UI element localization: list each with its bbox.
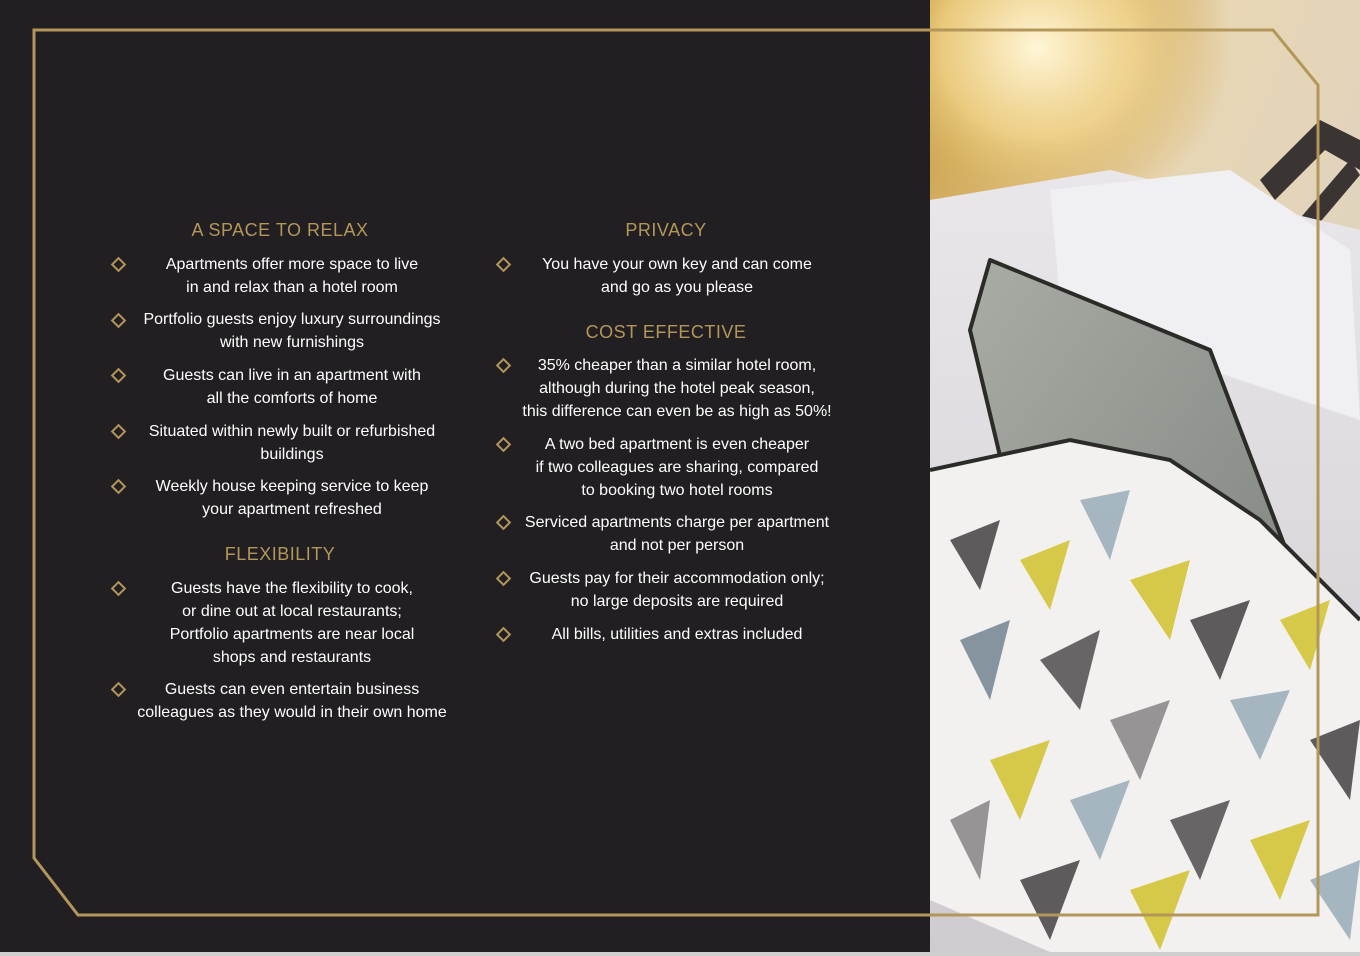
diamond-bullet-icon xyxy=(111,682,127,698)
list-item: Weekly house keeping service to keep your apartment refreshed xyxy=(155,478,429,518)
section-title-flexibility: FLEXIBILITY xyxy=(224,544,336,564)
bedroom-pillows-photo xyxy=(930,0,1360,952)
diamond-bullet-icon xyxy=(496,515,512,531)
diamond-bullet-icon xyxy=(496,627,512,643)
list-item: You have your own key and can come and go as you please xyxy=(542,256,812,296)
list-item: Guests can even entertain business colleagues as they would in their own home xyxy=(137,681,447,721)
diamond-bullet-icon xyxy=(111,581,127,597)
list-item: Guests pay for their accommodation only; no large deposits are required xyxy=(529,570,825,610)
diamond-bullet-icon xyxy=(111,424,127,440)
list-item: All bills, utilities and extras included xyxy=(551,626,803,643)
diamond-bullet-icon xyxy=(496,358,512,374)
section-title-privacy: PRIVACY xyxy=(625,220,707,240)
diamond-bullet-icon xyxy=(111,368,127,384)
list-item: Guests have the flexibility to cook, or dine out at local restaurants; Portfolio apartments are near local shops and restaurants xyxy=(169,580,415,666)
section-title-cost-effective: COST EFFECTIVE xyxy=(585,322,747,342)
list-item: Serviced apartments charge per apartment and not per person xyxy=(524,514,830,554)
diamond-bullet-icon xyxy=(496,437,512,453)
bottom-divider xyxy=(0,952,1360,956)
diamond-bullet-icon xyxy=(111,479,127,495)
list-item: 35% cheaper than a similar hotel room, although during the hotel peak season, this difference can even be as high as 50%! xyxy=(522,357,832,420)
list-item: Situated within newly built or refurbished buildings xyxy=(148,423,436,463)
diamond-bullet-icon xyxy=(111,257,127,273)
list-item: Guests can live in an apartment with all the comforts of home xyxy=(163,367,421,407)
list-item: Portfolio guests enjoy luxury surroundings with new furnishings xyxy=(143,311,441,351)
list-item: A two bed apartment is even cheaper if two colleagues are sharing, compared to booking two hotel rooms xyxy=(535,436,819,499)
diamond-bullet-icon xyxy=(111,313,127,329)
list-item: Apartments offer more space to live in and relax than a hotel room xyxy=(165,256,419,296)
diamond-bullet-icon xyxy=(496,571,512,587)
diamond-bullet-icon xyxy=(496,257,512,273)
section-title-space-to-relax: A SPACE TO RELAX xyxy=(191,220,369,240)
